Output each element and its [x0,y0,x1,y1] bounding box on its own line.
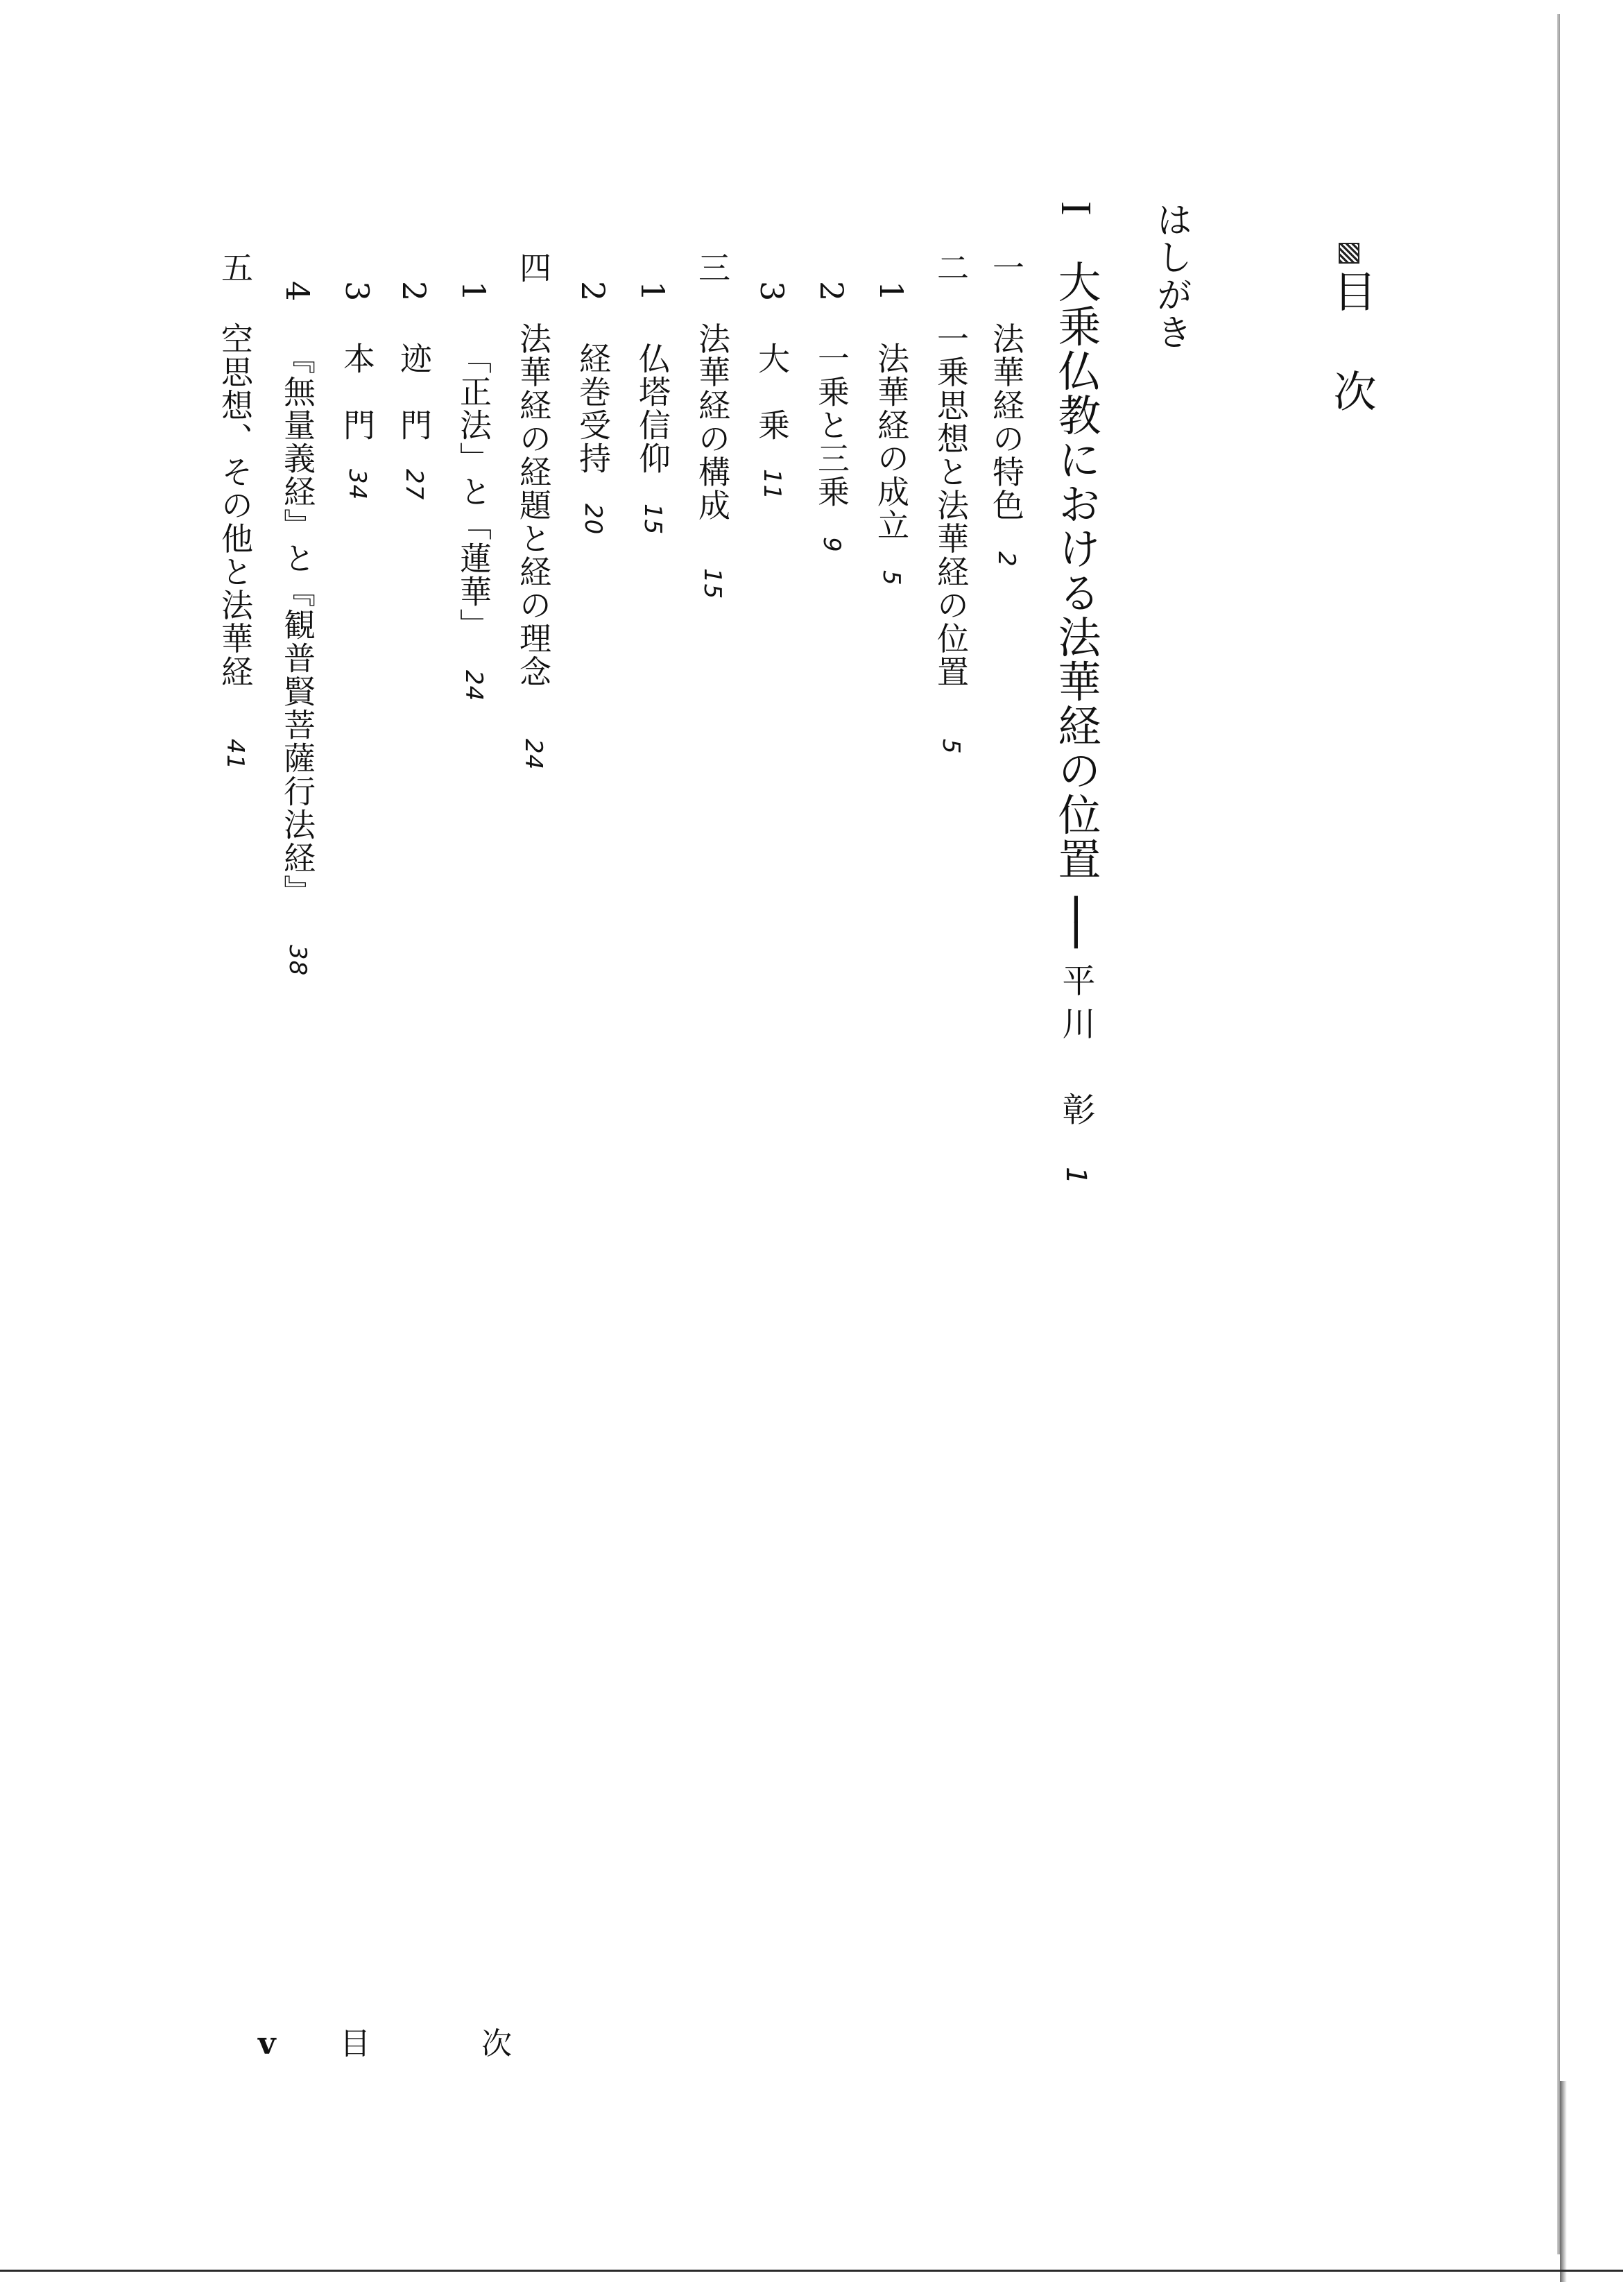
entry-number: 3 [338,281,376,303]
entry-page: 11 [758,468,786,500]
entry-title: 仏塔信仰 [634,341,671,475]
entry-number: 3 [753,281,791,303]
footer-page-roman: v [258,2026,276,2062]
entry-page: 38 [284,944,311,976]
toc-entry-11 [395,281,433,500]
part-numeral: I [1052,201,1099,217]
entry-title: 一乗と三乗 [813,341,850,508]
entry-page: 5 [937,739,965,755]
entry-title: 迹 門 [395,341,433,442]
footer-page-number [258,2026,276,2062]
toc-entry-13 [279,281,316,976]
entry-number: 2 [395,281,433,303]
footer-label [340,2026,552,2062]
entry-page: 34 [343,468,371,500]
toc-entry-6 [694,251,731,600]
entry-title: 本 門 [338,341,376,442]
entry-title: 『無量義経』と『観普賢菩薩行法経』 [279,341,316,908]
preface-label: はしがき [1150,201,1192,351]
toc-entry-9 [515,251,552,771]
entry-number: 四 [515,251,552,284]
toc-heading [1326,269,1377,419]
entry-number: 五 [216,251,254,284]
entry-number: 1 [873,281,910,303]
entry-number: 1 [455,281,492,303]
entry-number: 2 [574,281,612,303]
entry-title: 大 乗 [753,341,791,442]
entry-page: 24 [460,669,488,701]
part-dash: ── [1051,896,1101,948]
toc-entry-12 [338,281,376,500]
entry-page: 2 [993,551,1020,567]
entry-number: 4 [279,281,316,303]
entry-title: 空思想、その他と法華経 [216,322,254,689]
page-bottom-edge [0,2270,1623,2272]
entry-page: 9 [818,536,845,553]
entry-number: 二 [932,251,970,284]
toc-entry-1 [988,251,1025,567]
toc-entry-10 [455,281,492,701]
entry-page: 15 [698,568,726,600]
toc-heading-text: 目 次 [1326,269,1377,419]
entry-page: 41 [221,739,249,771]
preface-entry [1150,201,1192,351]
toc-entry-3 [873,281,910,586]
entry-number: 三 [694,251,731,284]
part-page: 1 [1060,1167,1092,1185]
page-edge-shadow [1560,2081,1567,2282]
entry-title: 「正法」と「蓮華」 [455,341,492,642]
entry-title: 法華経の成立 [873,341,910,542]
entry-page: 15 [639,503,667,535]
toc-entry-14 [216,251,254,771]
entry-title: 経巻受持 [574,341,612,475]
toc-entry-8 [574,281,612,535]
part-title: 大乗仏教における法華経の位置 [1051,259,1101,882]
entry-title: 一乗思想と法華経の位置 [932,322,970,689]
entry-page: 24 [519,739,547,771]
entry-title: 法華経の経題と経の理念 [515,322,552,689]
part-entry [1051,201,1101,1185]
entry-title: 法華経の特色 [988,322,1025,522]
entry-page: 20 [579,503,607,535]
toc-entry-5 [753,281,791,500]
entry-number: 2 [813,281,850,303]
part-author: 平川 彰 [1056,963,1095,1136]
toc-entry-4 [813,281,850,553]
entry-page: 5 [877,569,905,586]
toc-entry-7 [634,281,671,535]
heading-mark-icon [1339,243,1359,264]
entry-title: 法華経の構成 [694,322,731,522]
footer-label-text: 目 次 [340,2026,552,2062]
toc-entry-2 [932,251,970,755]
entry-number: 一 [988,251,1025,284]
entry-page: 27 [400,468,428,500]
page-edge [1557,14,1560,2254]
entry-number: 1 [634,281,671,303]
